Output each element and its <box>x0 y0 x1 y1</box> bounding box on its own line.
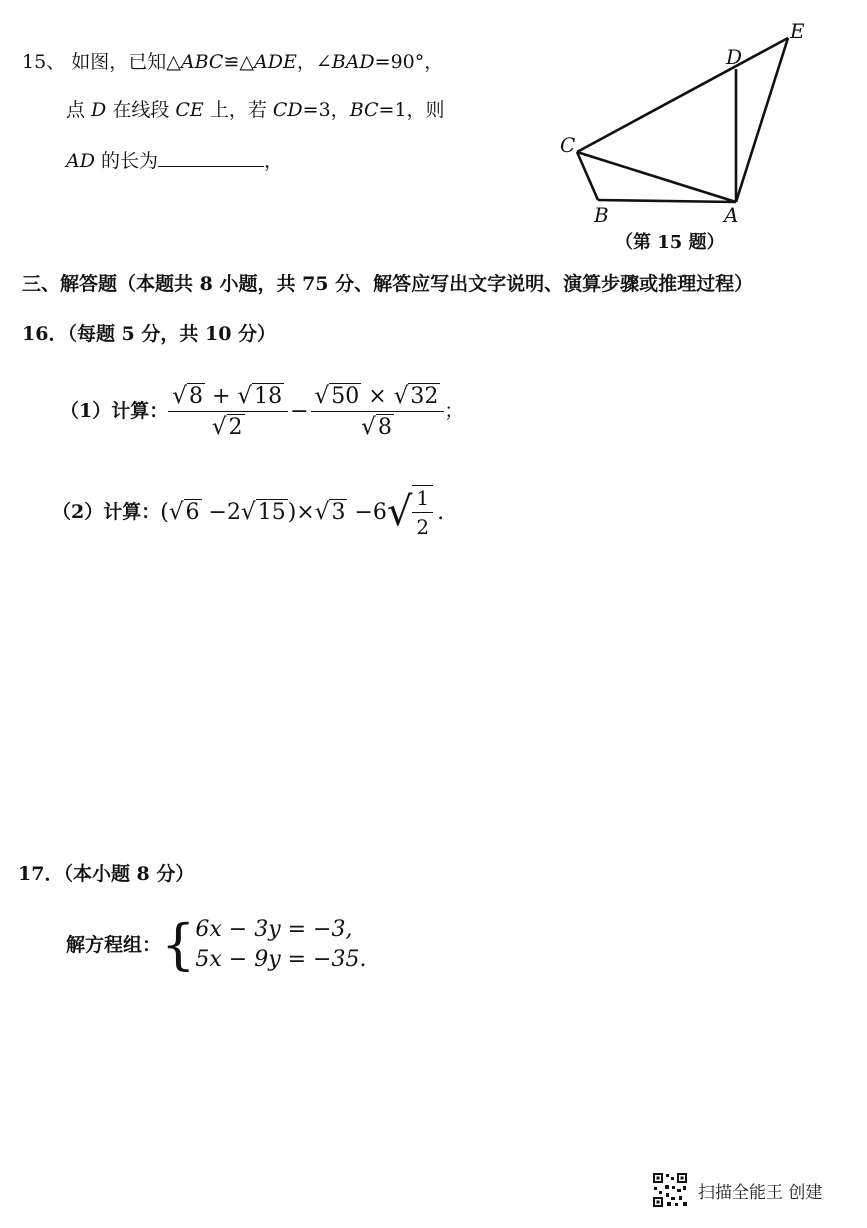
radicand: 3 <box>331 500 346 525</box>
fraction-numerator: 1 <box>412 486 433 513</box>
figure-caption: （第 15 题） <box>615 232 725 253</box>
q15-var: BAD <box>331 51 375 73</box>
radicand: 50 <box>331 383 360 409</box>
label-D: D <box>726 45 743 69</box>
q17-system <box>66 915 366 975</box>
punctuation: . <box>437 499 445 525</box>
operator: + <box>211 383 231 409</box>
q15-text: ≌△ <box>223 51 254 73</box>
q15-figure <box>540 14 830 254</box>
q16-header: 16．（每题 5 分，共 10 分） <box>22 323 277 345</box>
watermark <box>652 1172 822 1208</box>
q15-var: ABC <box>180 51 224 73</box>
radicand: 2 <box>228 414 243 440</box>
q15-line2 <box>66 98 445 122</box>
radicand: 15 <box>257 500 286 525</box>
q15-line3 <box>66 148 283 173</box>
q15-number: 15、 <box>22 51 66 73</box>
paren: ( <box>160 500 169 525</box>
q16-part2 <box>52 482 444 542</box>
equation-list <box>195 915 366 975</box>
label-E: E <box>790 19 805 43</box>
paren: )× <box>287 500 315 525</box>
q16-part1-label: （1）计算： <box>60 400 169 422</box>
equation-2: 5x − 9y = −35. <box>195 947 367 972</box>
q15-text: =1，则 <box>378 99 445 121</box>
radicand: 6 <box>185 500 200 525</box>
q16-part1 <box>60 376 463 446</box>
radicand: 8 <box>188 383 203 409</box>
q15-var: BC <box>349 99 379 121</box>
q17-header: 17．（本小题 8 分） <box>18 863 195 885</box>
radicand: 32 <box>410 383 439 409</box>
q15-var: D <box>91 99 107 121</box>
brace-icon: { <box>161 913 196 976</box>
q15-text: 上，若 <box>203 99 273 121</box>
term: −6 <box>354 500 387 525</box>
label-B: B <box>594 203 609 227</box>
q15-var: AD <box>66 150 95 172</box>
q15-var: CE <box>175 99 204 121</box>
segment-BA <box>598 200 736 202</box>
label-A: A <box>724 203 739 227</box>
segment-CB <box>577 152 598 200</box>
q15-text: ，∠ <box>296 51 332 73</box>
punctuation: ； <box>444 400 464 422</box>
q16-part2-label: （2）计算： <box>52 501 161 523</box>
q15-text: 如图，已知△ <box>71 51 181 73</box>
q15-text: 的长为 <box>94 150 159 172</box>
label-C: C <box>560 133 576 157</box>
answer-blank[interactable] <box>158 148 264 167</box>
radicand: 8 <box>377 414 392 440</box>
segment-CA <box>577 152 736 202</box>
fraction-1: $\frac{√8 + √18}{√2}$ <box>168 383 288 440</box>
radicand: 18 <box>254 383 283 409</box>
q15-var: ADE <box>253 51 297 73</box>
q15-text: 在线段 <box>106 99 176 121</box>
sqrt-fraction: √ $\frac{1}{2}$ <box>387 485 433 539</box>
qr-code-icon <box>652 1172 688 1208</box>
term: −2 <box>208 500 241 525</box>
operator: × <box>368 383 387 409</box>
q17-label: 解方程组： <box>66 934 162 956</box>
q15-text: =3， <box>302 99 350 121</box>
fraction-denominator: 2 <box>416 515 430 539</box>
q15-var: CD <box>272 99 303 121</box>
q15-text: ， <box>264 150 284 172</box>
figure-lines <box>577 38 788 202</box>
watermark-text: 扫描全能王 创建 <box>698 1182 823 1203</box>
q15-text: =90°， <box>374 51 444 73</box>
operator: − <box>290 398 309 424</box>
q15-text: 点 <box>66 99 92 121</box>
section-title: 三、解答题（本题共 8 小题，共 75 分、解答应写出文字说明、演算步骤或推理过程） <box>22 273 754 295</box>
expression: (√6 −2√15)×√3 −6 <box>160 499 387 525</box>
q15-line1 <box>22 50 443 74</box>
fraction-2: $\frac{√50 \times √32}{√8}$ <box>311 383 445 440</box>
equation-1: 6x − 3y = −3, <box>195 917 353 942</box>
